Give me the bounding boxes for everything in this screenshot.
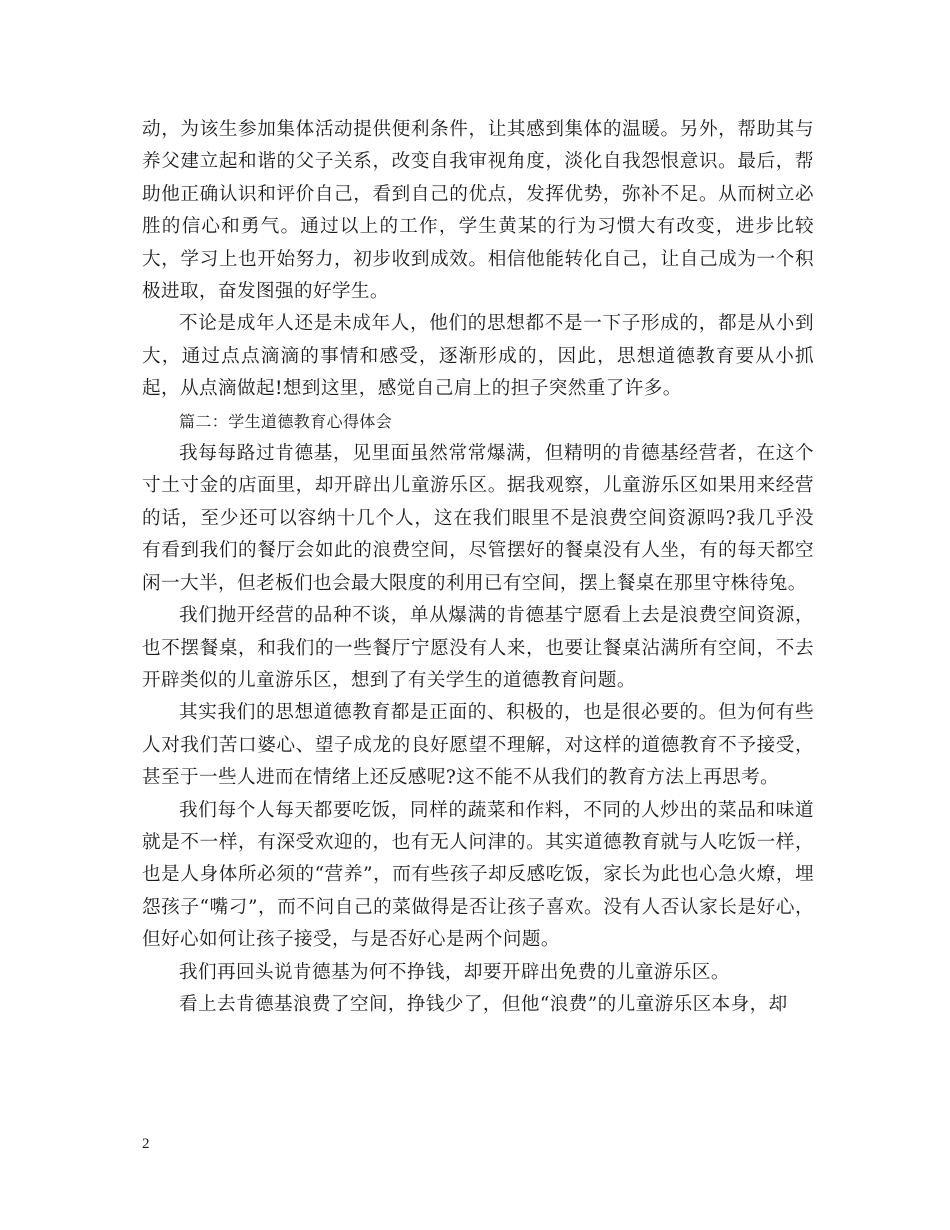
paragraph: 我们抛开经营的品种不谈，单从爆满的肯德基宁愿看上去是浪费空间资源，也不摆餐桌，和我们的一些餐厅宁愿没有人来，也要让餐桌沾满所有空间，不去开辟类似的儿童游乐区，想到了有关学生的道德教育问题。 bbox=[142, 605, 814, 691]
paragraph: 看上去肯德基浪费了空间，挣钱少了，但他“浪费”的儿童游乐区本身，却 bbox=[179, 993, 788, 1015]
paragraph-continuation: 动，为该生参加集体活动提供便利条件，让其感到集体的温暖。另外，帮助其与养父建立起和谐的父子关系，改变自我审视角度，淡化自我怨恨意识。最后，帮助他正确认识和评价自己，看到自己的优点，发挥优势，弥补不足。从而树立必胜的信心和勇气。通过以上的工作，学生黄某的行为习惯大有改变，进步比较大，学习上也开始努力，初步收到成效。相信他能转化自己，让自己成为一个积极进取，奋发图强的好学生。 bbox=[142, 119, 814, 303]
paragraph: 不论是成年人还是未成年人，他们的思想都不是一下子形成的，都是从小到大，通过点点滴滴的事情和感受，逐渐形成的，因此，思想道德教育要从小抓起，从点滴做起!想到这里，感觉自己肩上的担子突然重了许多。 bbox=[142, 313, 814, 400]
page-body bbox=[142, 114, 814, 1021]
paragraph: 我每每路过肯德基，见里面虽然常常爆满，但精明的肯德基经营者，在这个寸土寸金的店面里，却开辟出儿童游乐区。据我观察，儿童游乐区如果用来经营的话，至少还可以容纳十几个人，这在我们眼里不是浪费空间资源吗?我几乎没有看到我们的餐厅会如此的浪费空间，尽管摆好的餐桌没有人坐，有的每天都空闲一大半，但老板们也会最大限度的利用已有空间，摆上餐桌在那里守株待兔。 bbox=[142, 443, 814, 594]
page-number: 2 bbox=[142, 1136, 150, 1152]
paragraph: 我们每个人每天都要吃饭，同样的蔬菜和作料，不同的人炒出的菜品和味道就是不一样，有深受欢迎的，也有无人问津的。其实道德教育就与人吃饭一样，也是人身体所必须的“营养”，而有些孩子却反感吃饭，家长为此也心急火燎，埋怨孩子“嘴刁”，而不问自己的菜做得是否让孩子喜欢。没有人否认家长是好心，但好心如何让孩子接受，与是否好心是两个问题。 bbox=[142, 799, 814, 951]
paragraph: 我们再回头说肯德基为何不挣钱，却要开辟出免费的儿童游乐区。 bbox=[179, 961, 730, 983]
section-heading: 篇二：学生道德教育心得体会 bbox=[179, 411, 393, 431]
paragraph: 其实我们的思想道德教育都是正面的、积极的，也是很必要的。但为何有些人对我们苦口婆心、望子成龙的良好愿望不理解，对这样的道德教育不予接受，甚至于一些人进而在情绪上还反感呢?这不能不从我们的教育方法上再思考。 bbox=[142, 702, 814, 789]
